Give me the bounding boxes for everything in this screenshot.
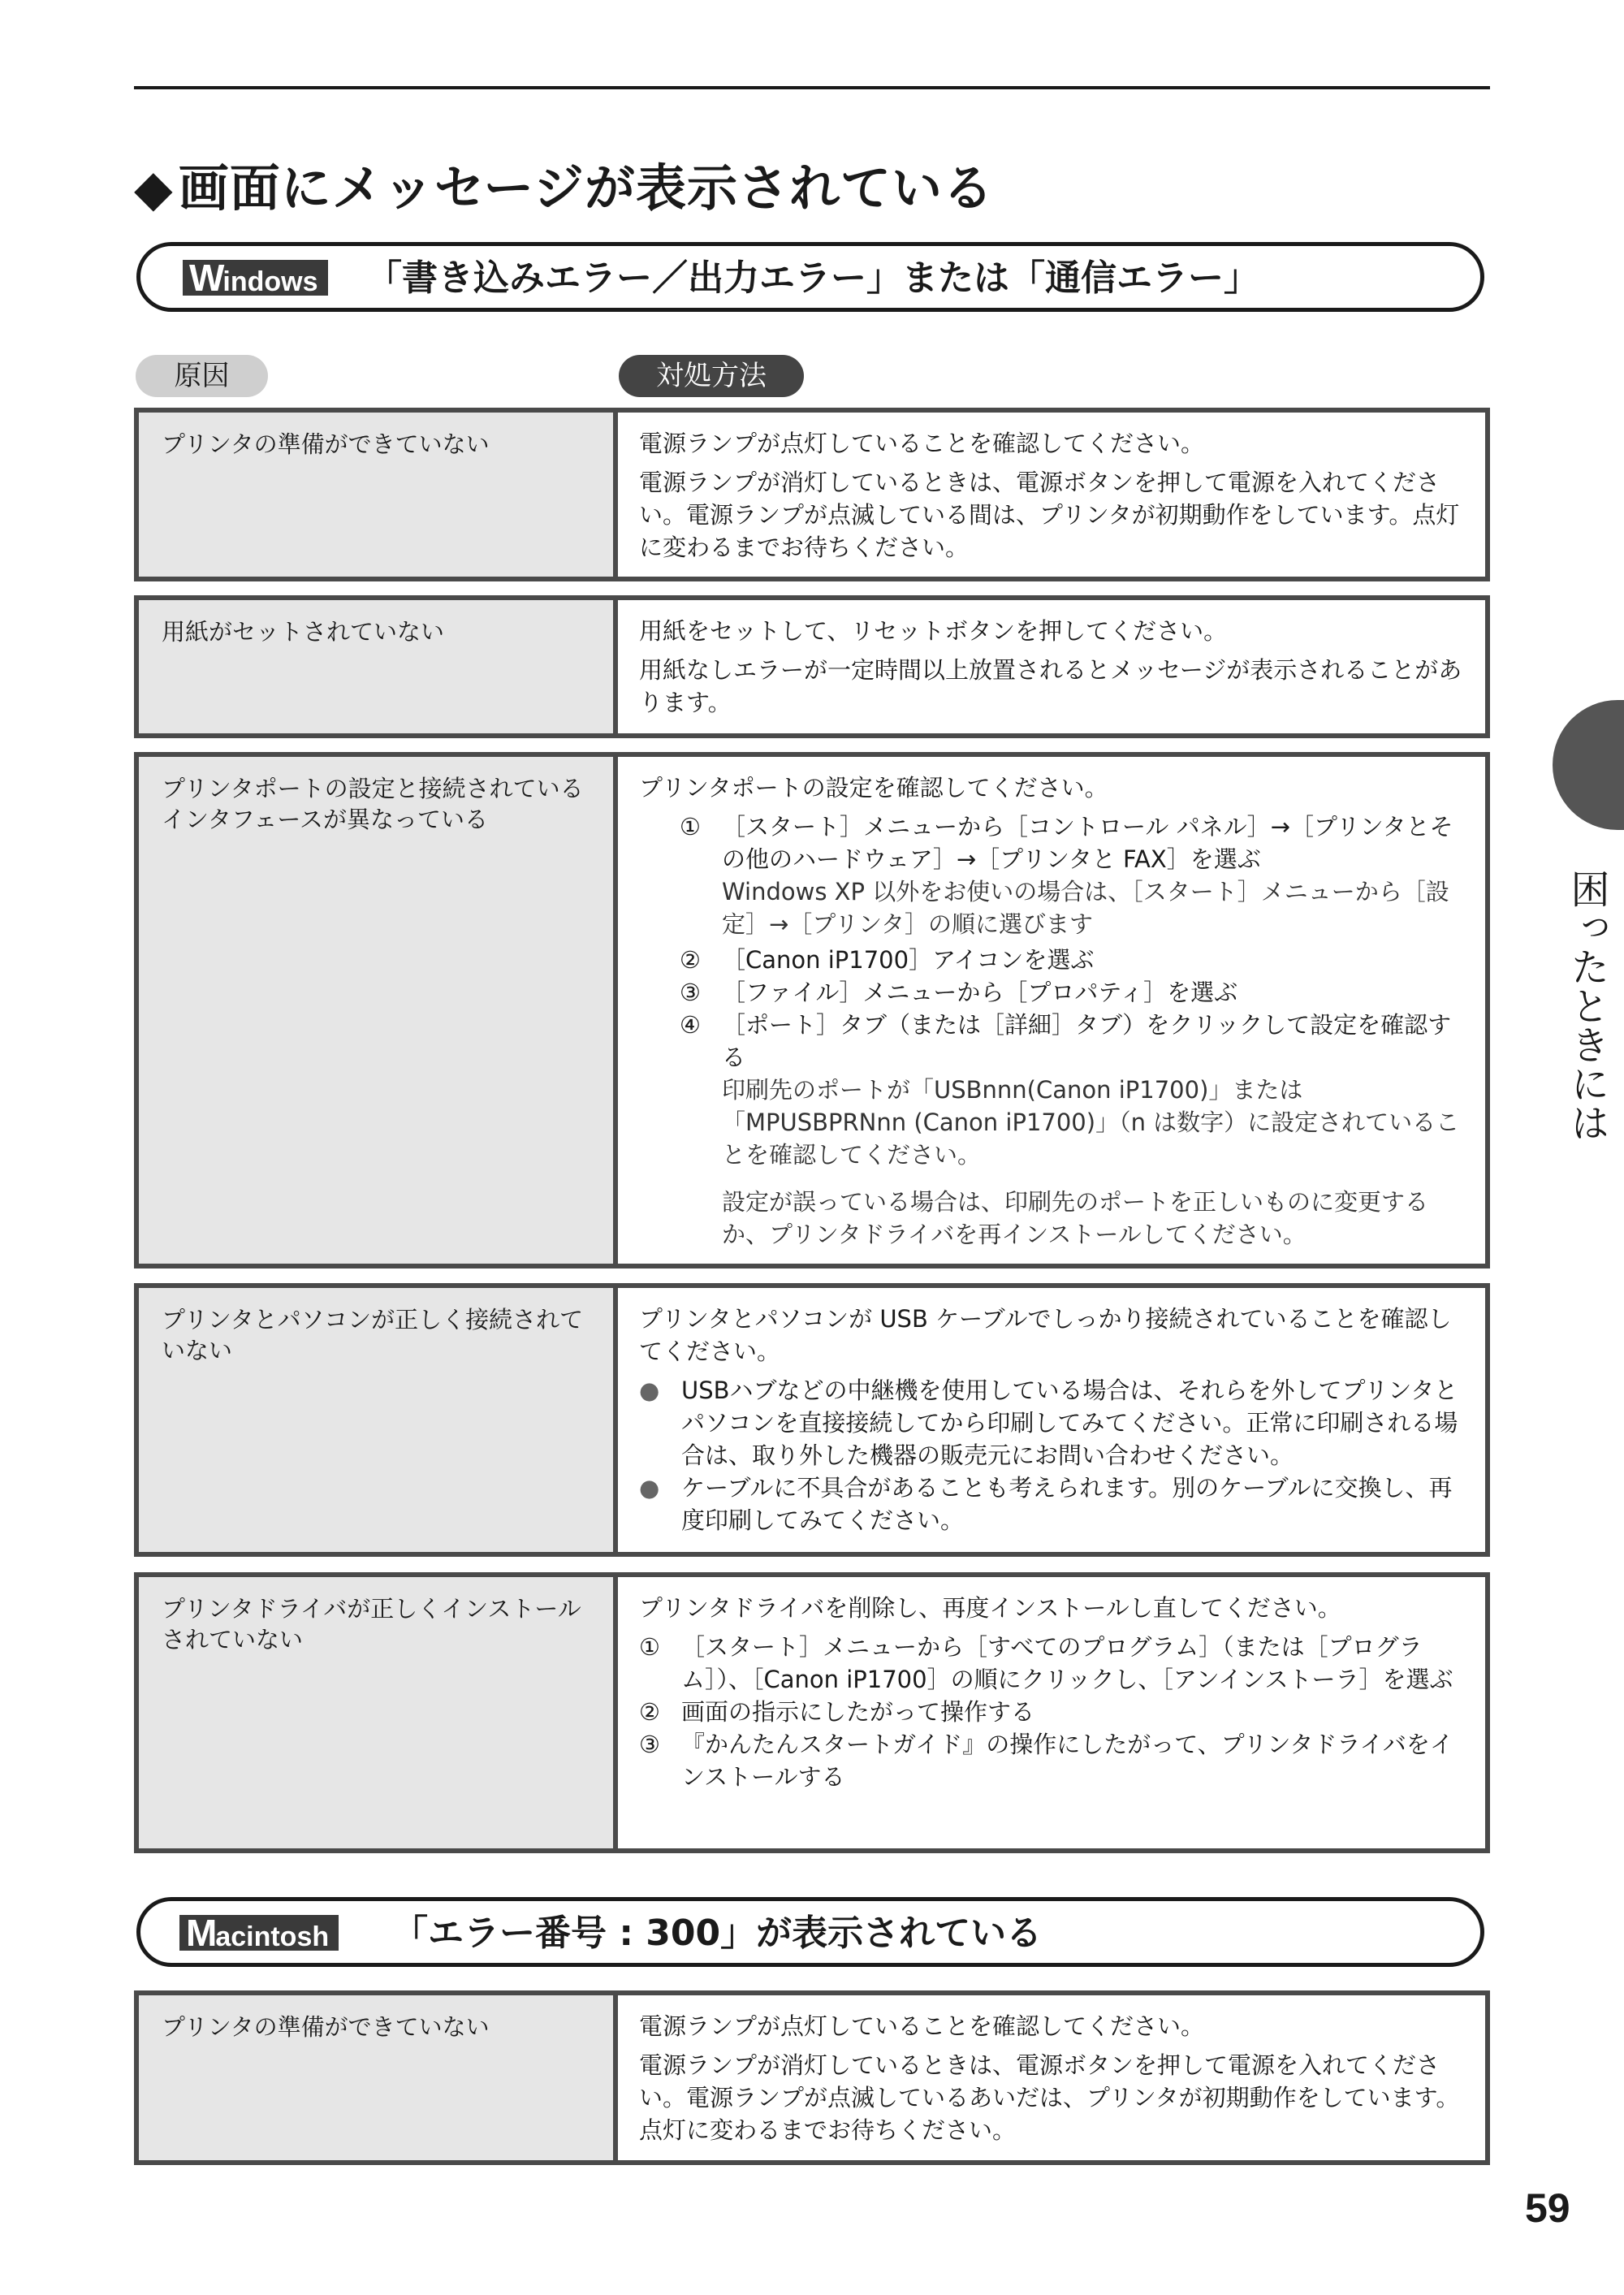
macintosh-section-heading: 「エラー番号 : 300」が表示されている (392, 1912, 1043, 1954)
cause-cell: プリンタドライバが正しくインストールされていない (139, 1577, 618, 1848)
step-number: ① (680, 813, 701, 841)
remedy-cell (618, 413, 1485, 577)
macintosh-section-banner (136, 1897, 1484, 1967)
table-row (134, 595, 1490, 738)
remedy-cell (618, 757, 1485, 1264)
table-row (134, 1990, 1490, 2165)
remedy-text: 電源ランプが消灯しているときは、電源ボタンを押して電源を入れてください。電源ランプが点滅しているあいだは、プリンタが初期動作をしています。点灯に変わるまでお待ちください。 (639, 2051, 1460, 2144)
step-item (680, 1009, 1467, 1074)
chapter-tab (1553, 700, 1624, 830)
bullet-item (639, 1472, 1467, 1536)
step-text: ［Canon iP1700］アイコンを選ぶ (722, 946, 1095, 974)
macintosh-badge: Macintosh (179, 1915, 339, 1951)
bullet-icon: ● (639, 1377, 660, 1404)
step-number: ② (680, 946, 701, 974)
cause-cell: プリンタの準備ができていない (139, 413, 618, 577)
cause-label: 原因 (136, 355, 268, 397)
step-text: 『かんたんスタートガイド』の操作にしたがって、プリンタドライバをインストールする (681, 1731, 1453, 1791)
remedy-text: 電源ランプが消灯しているときは、電源ボタンを押して電源を入れてください。電源ランプが点滅している間は、プリンタが初期動作をしています。点灯に変わるまでお待ちください。 (639, 469, 1460, 561)
remedy-text: 電源ランプが点灯していることを確認してください。 (639, 2012, 1205, 2040)
remedy-cell (618, 1995, 1485, 2160)
step-item (680, 976, 1467, 1009)
remedy-intro: プリンタポートの設定を確認してください。 (639, 774, 1108, 802)
cause-cell: 用紙がセットされていない (139, 600, 618, 733)
table-row (134, 752, 1490, 1269)
windows-section-banner (136, 242, 1484, 312)
step-item (680, 810, 1467, 875)
step-text: ［ファイル］メニューから［プロパティ］を選ぶ (722, 979, 1238, 1006)
step-text: 画面の指示にしたがって操作する (681, 1698, 1035, 1726)
remedy-cell (618, 1288, 1485, 1552)
windows-section-heading: 「書き込みエラー／出力エラー」または「通信エラー」 (366, 257, 1259, 299)
step-text: ［ポート］タブ（または［詳細］タブ）をクリックして設定を確認する (722, 1011, 1452, 1071)
page-title-text: 画面にメッセージが表示されている (178, 158, 994, 218)
step-item (639, 1696, 1467, 1728)
step-note: Windows XP 以外をお使いの場合は、［スタート］メニューから［設定］→［プリンタ］の順に選びます (722, 878, 1449, 938)
remedy-text: 電源ランプが点灯していることを確認してください。 (639, 430, 1205, 457)
step-note: 印刷先のポートが「USBnnn(Canon iP1700)」または「MPUSBPRNnn (Canon iP1700)」（n は数字）に設定されていることを確認してください。 (722, 1076, 1460, 1169)
remedy-text: 用紙をセットして、リセットボタンを押してください。 (639, 617, 1228, 645)
table-row (134, 408, 1490, 581)
cause-cell: プリンタポートの設定と接続されているインタフェースが異なっている (139, 757, 618, 1264)
bullet-text: USBハブなどの中継機を使用している場合は、それらを外してプリンタとパソコンを直接接続してから印刷してみてください。正常に印刷される場合は、取り外した機器の販売元にお問い合わせください。 (681, 1377, 1458, 1469)
table-row (134, 1572, 1490, 1853)
top-rule (134, 86, 1490, 89)
step-number: ① (639, 1633, 660, 1661)
windows-badge: Windows (183, 260, 328, 296)
cause-cell: プリンタとパソコンが正しく接続されていない (139, 1288, 618, 1552)
page-title (134, 148, 994, 220)
remedy-text: 用紙なしエラーが一定時間以上放置されるとメッセージが表示されることがあります。 (639, 656, 1462, 716)
step-item (639, 1728, 1467, 1793)
bullet-text: ケーブルに不具合があることも考えられます。別のケーブルに交換し、再度印刷してみてください。 (681, 1474, 1453, 1534)
cause-cell: プリンタの準備ができていない (139, 1995, 618, 2160)
step-number: ③ (639, 1731, 660, 1758)
bullet-icon: ● (639, 1474, 660, 1502)
step-item (639, 1631, 1467, 1696)
bullet-item (639, 1374, 1467, 1472)
remedy-cell (618, 1577, 1485, 1848)
remedy-intro: プリンタドライバを削除し、再度インストールし直してください。 (639, 1594, 1341, 1622)
remedy-cell (618, 600, 1485, 733)
remedy-label: 対処方法 (619, 355, 804, 397)
table-row (134, 1283, 1490, 1557)
page-number: 59 (1525, 2185, 1570, 2231)
step-number: ② (639, 1698, 660, 1726)
step-text: ［スタート］メニューから［すべてのプログラム］（または［プログラム］）、［Canon iP1700］の順にクリックし、［アンインストーラ］を選ぶ (681, 1633, 1453, 1693)
step-item (680, 944, 1467, 976)
step-text: ［スタート］メニューから［コントロール パネル］→［プリンタとその他のハードウェア］→［プリンタと FAX］を選ぶ (722, 813, 1453, 873)
chapter-label: 困ったときには (1564, 869, 1609, 1142)
remedy-intro: プリンタとパソコンが USB ケーブルでしっかり接続されていることを確認してください。 (639, 1305, 1452, 1365)
step-note: 設定が誤っている場合は、印刷先のポートを正しいものに変更するか、プリンタドライバを再インストールしてください。 (722, 1188, 1429, 1248)
step-number: ③ (680, 979, 701, 1006)
step-number: ④ (680, 1011, 701, 1039)
diamond-marker: ◆ (134, 158, 174, 218)
